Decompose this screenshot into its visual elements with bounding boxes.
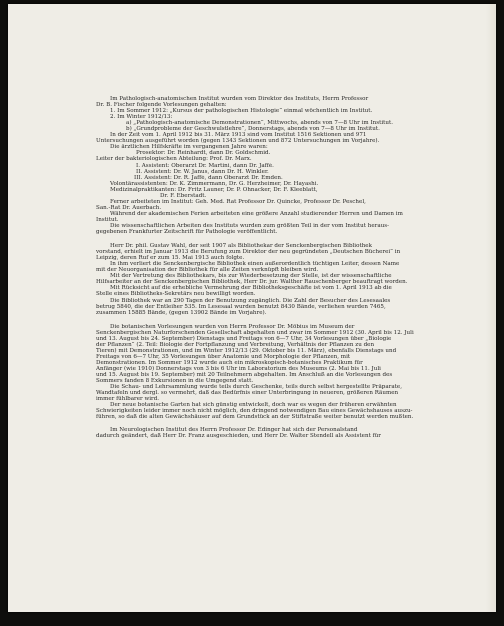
text-line: 1. Im Sommer 1912: „Kursus der pathologischen Histologie“ einmal wöchentlich im Institut. [110, 108, 373, 115]
text-line: und 13. August bis 24. September) Dienstags und Freitags von 6—7 Uhr, 34 Vorlesungen über „Biologie [96, 335, 392, 342]
text-line: Dr. F. Eberstadt. [160, 192, 207, 199]
text-line: b) „Grundprobleme der Geschwulstlehre“, Donnerstags, abends von 7—8 Uhr im Institut. [126, 126, 380, 133]
text-line: Wandtafeln und dergl. so vermehrt, daß das Bedürfnis einer Unterbringung in neueren, größeren Räumen [96, 390, 399, 397]
text-line: Mit Rücksicht auf die erhebliche Vermehrung der Bibliotheksgeschäfte ist vom 1. April 1913 ab die [110, 285, 392, 292]
text-line: Herr Dr. phil. Gustav Wahl, der seit 1907 als Bibliothekar der Senckenbergischen Bibliothek [110, 243, 372, 250]
text-line: Sommers fanden 8 Exkursionen in die Umgegend statt. [96, 378, 254, 385]
text-line: Während der akademischen Ferien arbeiteten eine größere Anzahl studierender Herren und Damen im [110, 210, 403, 217]
text-line: Die Schau- und Lehrsammlung wurde teils durch Geschenke, teils durch selbst hergestellte Präparate, [110, 384, 402, 391]
text-line: Schwierigkeiten leider immer noch nicht möglich, den dringend notwendigen Bau eines Gewächshauses auszu- [96, 408, 413, 415]
text-line: gegebenen Frankfurter Zeitschrift für Pathologie veröffentlicht. [96, 229, 278, 236]
text-line: Medizinalpraktikanten: Dr. Fritz Launer, Dr. P. Ohnacker, Dr. F. Kleeblatt, [110, 186, 318, 193]
text-line: Die Bibliothek war an 290 Tagen der Benutzung zugänglich. Die Zahl der Besucher des Lesesaales [110, 297, 391, 304]
text-line: Anfänger (wie 1910) Donnerstags von 3 bis 6 Uhr im Laboratorium des Museums (2. Mai bis 11. Juli [96, 365, 381, 372]
text-line: Ferner arbeiteten im Institut: Geh. Med. Rat Professor Dr. Quincke, Professor Dr. Peschel, [110, 198, 366, 205]
text-line: Im Neurologischen Institut des Herrn Professor Dr. Edinger hat sich der Personalstand [110, 427, 358, 434]
text-line: In der Zeit vom 1. April 1912 bis 31. März 1913 sind vom Institut 1516 Sektionen und 971 [110, 132, 367, 139]
text-line: Die botanischen Vorlesungen wurden von Herrn Professor Dr. Möbius im Museum der [110, 323, 355, 330]
text-line: mit der Neuorganisation der Bibliothek für alle Zeiten verknüpft bleiben wird. [96, 267, 319, 274]
text-line: II. Assistent: Dr. W. Janus, dann Dr. H. Winkler. [136, 168, 269, 175]
text-line: Demonstrationen. Im Sommer 1912 wurde auch ein mikroskopisch-botanisches Praktikum für [96, 359, 363, 366]
text-line: zusammen 15885 Bände, (gegen 13902 Bände im Vorjahre). [96, 309, 267, 316]
text-line: a) „Pathologisch-anatomische Demonstrationen“, Mittwochs, abends von 7—8 Uhr im Institut. [126, 120, 394, 127]
text-line: Der neue botanische Garten hat sich günstig entwickelt, doch war es wegen der früheren erwähnten [110, 402, 397, 409]
text-line: Hilfsarbeiter an der Senckenbergischen Bibliothek, Herr Dr. jur. Walther Rauschenberger beauftragt worden. [96, 279, 408, 286]
text-line: Volontärassistenten: Dr. K. Zimmermann, Dr. G. Herzheimer, Dr. Hayashi. [110, 180, 319, 187]
text-line: Prosektor: Dr. Reinhardt, dann Dr. Goldschmid. [136, 150, 271, 157]
text-line: I. Assistent: Oberarzt Dr. Martini, dann Dr. Jaffé. [136, 162, 274, 169]
text-line: der Pflanzen“ (2. Teil: Biologie der Fortpflanzung und Verbreitung, Verhältnis der Pflanzen zu den [96, 341, 375, 348]
text-line: Mit der Vertretung des Bibliothekars, bis zur Wiederbesetzung der Stelle, ist der wissenschaftliche [110, 273, 392, 280]
text-line: Stelle eines Bibliotheks-Sekretärs neu bewilligt worden. [96, 291, 256, 298]
text-line: immer fühlbarer wird. [96, 396, 160, 403]
document-text [96, 96, 472, 439]
text-line: In ihm verliert die Senckenbergische Bibliothek einen außerordentlich tüchtigen Leiter, dessen Name [110, 261, 400, 268]
text-line: Die ärztlichen Hilfskräfte im vergangenen Jahre waren: [110, 144, 268, 151]
text-line: Leiter der bakteriologischen Abteilung: Prof. Dr. Marx. [96, 156, 252, 163]
text-line: führen, so daß die alten Gewächshäuser auf dem Grundstück an der Stiftstraße weiter benutzt werden mußten. [96, 414, 414, 421]
document-page [8, 4, 496, 612]
text-line: Senckenbergischen Naturforschenden Gesellschaft abgehalten und zwar im Sommer 1912 (30. April bis 12. Juli [96, 329, 414, 336]
text-line: Institut. [96, 216, 119, 223]
text-line: Im Pathologisch-anatomischen Institut wurden vom Direktor des Instituts, Herrn Professor [110, 96, 369, 102]
text-line: 2. Im Winter 1912/13: [110, 114, 173, 121]
text-line: und 15. August bis 19. September) mit 20 Teilnehmern abgehalten. Im Anschluß an die Vorlesungen des [96, 372, 393, 379]
text-line: Dr. B. Fischer folgende Vorlesungen gehalten: [96, 102, 227, 109]
text-line: Die wissenschaftlichen Arbeiten des Instituts wurden zum größten Teil in der vom Institut heraus- [110, 222, 390, 229]
text-line: Tieren) mit Demonstrationen, und im Winter 1912/13 (29. Oktober bis 11. März), ebenfalls Dienstags und [96, 347, 397, 354]
text-line: Leipzig, deren Ruf er zum 15. Mai 1913 auch folgte. [96, 255, 245, 262]
text-line: III. Assistent: Dr. R. Jaffé, dann Oberarzt Dr. Emden. [134, 174, 283, 181]
text-line: vorstand, erhielt im Januar 1913 die Berufung zum Direktor der neu gegründeten „Deutschen Bücherei“ in [96, 249, 401, 256]
text-line: Untersuchungen ausgeführt worden (gegen 1343 Sektionen und 872 Untersuchungen im Vorjahre). [96, 138, 380, 145]
page-edge-shadow [486, 4, 496, 612]
text-line: San.-Rat Dr. Auerbach. [96, 204, 162, 211]
text-line: betrug 5840, die der Entleiher 535. Im Lesesaal wurden benutzt 8430 Bände, verliehen wurden 7465, [96, 303, 386, 310]
text-line: Freitags von 6—7 Uhr, 35 Vorlesungen über Anatomie und Morphologie der Pflanzen, mit [96, 353, 351, 360]
text-line: dadurch geändert, daß Herr Dr. Franz ausgeschieden, und Herr Dr. Walter Stendell als Assistent für [96, 433, 381, 440]
